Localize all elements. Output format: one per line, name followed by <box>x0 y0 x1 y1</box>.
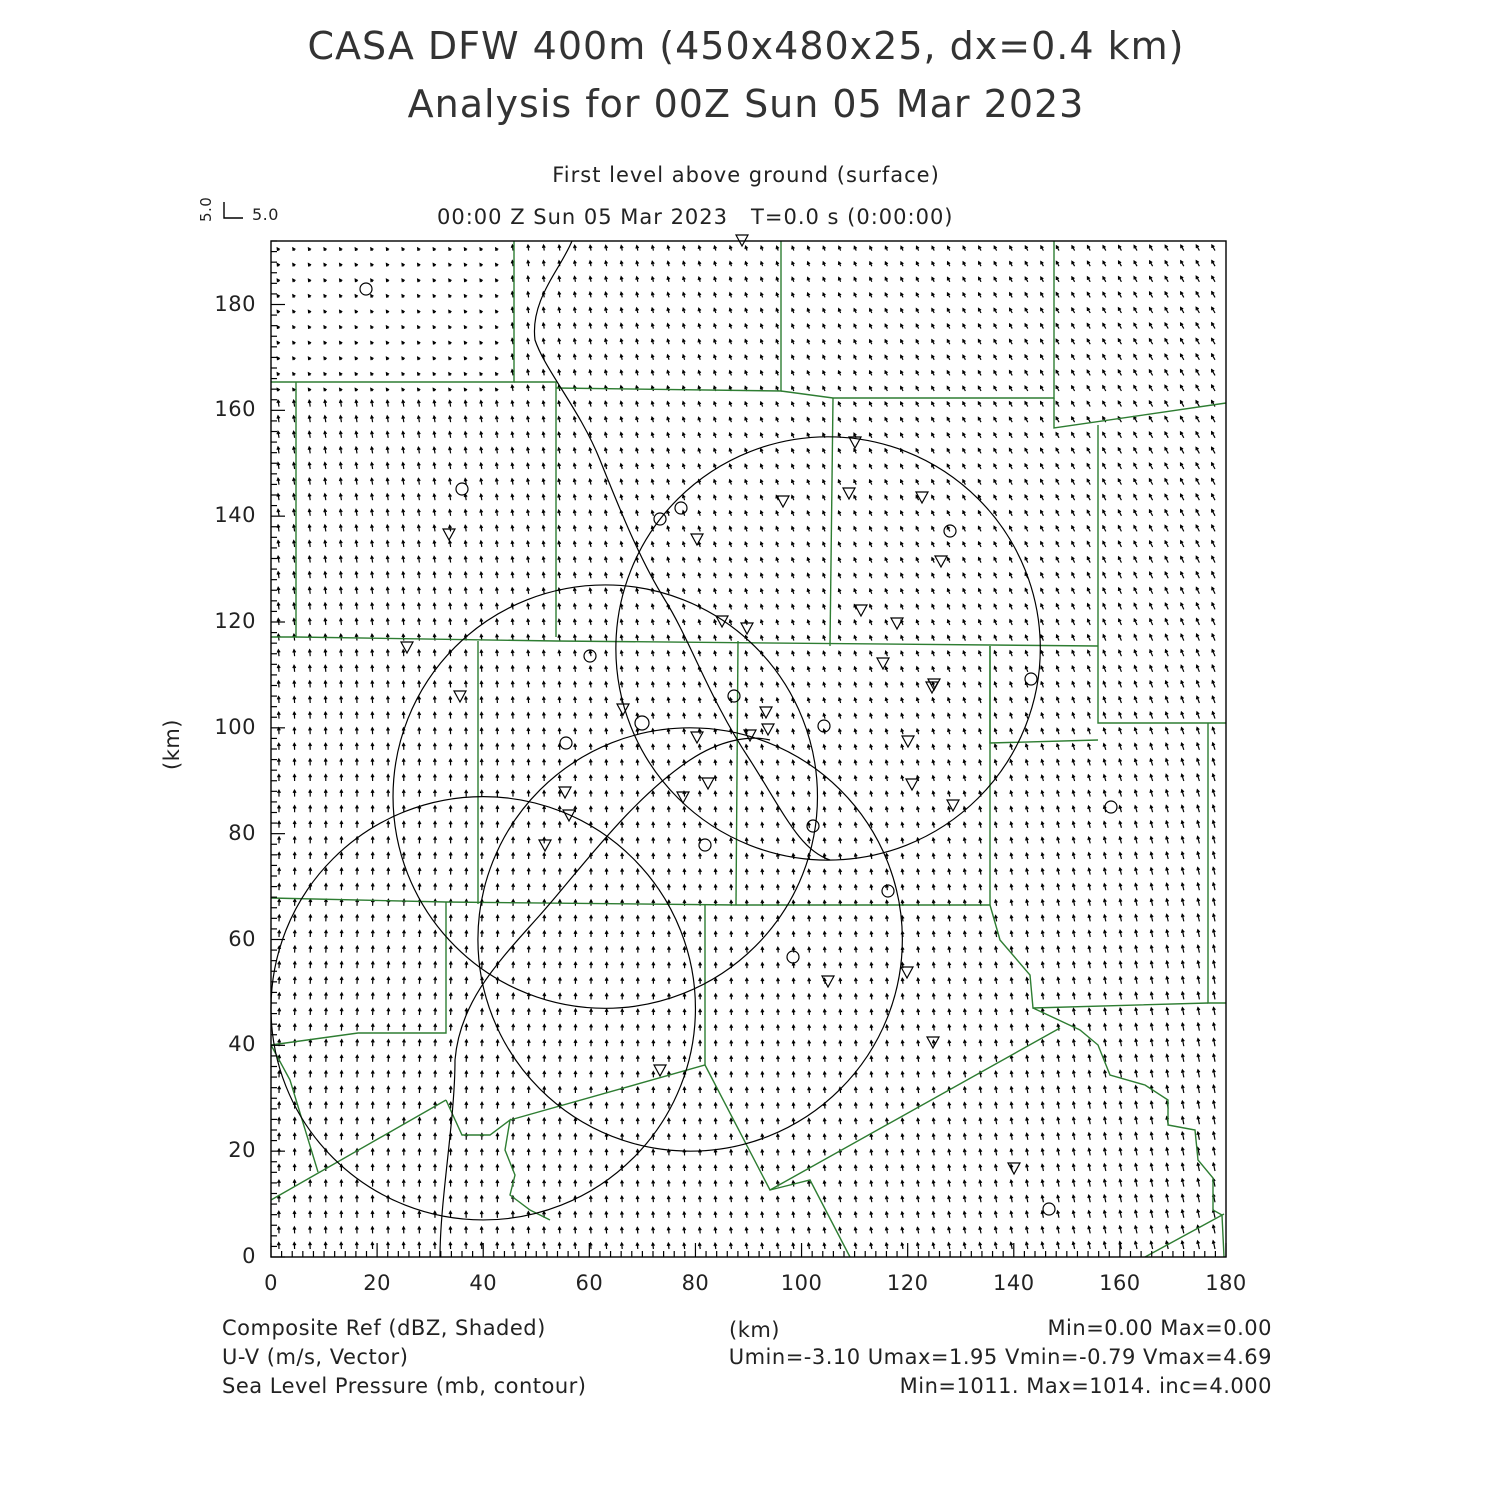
y-tick-label: 60 <box>228 926 256 951</box>
x-tick-label: 100 <box>780 1271 823 1295</box>
y-tick-label: 0 <box>242 1244 256 1268</box>
footer-right-2: Umin=-3.10 Umax=1.95 Vmin=-0.79 Vmax=4.69 <box>728 1345 1272 1369</box>
station-marker-triangle <box>822 976 834 987</box>
station-triangle-markers <box>401 235 1020 1174</box>
y-tick-label: 40 <box>228 1032 256 1057</box>
plot-frame <box>271 241 1226 1257</box>
radar-range-ring <box>478 728 902 1151</box>
radar-range-ring <box>271 797 695 1220</box>
footer-left-2: U-V (m/s, Vector) <box>222 1345 409 1369</box>
station-marker-triangle <box>654 1065 666 1076</box>
station-marker-triangle <box>563 810 575 821</box>
radar-range-ring <box>393 585 817 1008</box>
station-marker-circle <box>560 737 572 749</box>
x-tick-label: 40 <box>469 1271 498 1295</box>
axis-ticks <box>271 241 1226 1257</box>
county-boundaries <box>271 241 1226 1257</box>
footer-left-3: Sea Level Pressure (mb, contour) <box>222 1374 587 1398</box>
y-tick-label: 180 <box>214 291 256 316</box>
y-tick-label: 100 <box>214 714 256 739</box>
station-marker-circle <box>1043 1203 1055 1215</box>
station-marker-triangle <box>539 840 551 851</box>
vector-key-v-label: 5.0 <box>197 196 215 222</box>
y-tick-label: 120 <box>214 609 256 633</box>
station-marker-circle <box>787 951 799 963</box>
station-marker-circle <box>699 839 711 851</box>
y-tick-label: 160 <box>214 397 256 422</box>
x-tick-label: 80 <box>681 1271 710 1295</box>
footer-right-3: Min=1011. Max=1014. inc=4.000 <box>899 1374 1272 1398</box>
footer-left-1: Composite Ref (dBZ, Shaded) <box>222 1316 546 1340</box>
x-tick-label: 160 <box>1099 1271 1141 1295</box>
station-marker-triangle <box>454 691 466 702</box>
station-marker-triangle <box>702 778 714 789</box>
x-tick-label: 180 <box>1205 1271 1247 1295</box>
x-tick-label: 60 <box>575 1271 604 1295</box>
station-marker-triangle <box>855 605 867 616</box>
station-marker-circle <box>635 716 649 730</box>
y-tick-label: 20 <box>228 1138 256 1163</box>
station-marker-triangle <box>443 529 455 540</box>
station-marker-triangle <box>777 496 789 507</box>
y-tick-label: 80 <box>228 820 256 845</box>
station-marker-triangle <box>1008 1163 1020 1174</box>
station-marker-circle <box>1025 673 1037 685</box>
station-marker-triangle <box>762 724 774 735</box>
station-marker-triangle <box>902 736 914 747</box>
station-marker-triangle <box>906 779 918 790</box>
title-line-1: CASA DFW 400m (450x480x25, dx=0.4 km) <box>307 24 1185 68</box>
valid-time-label: 00:00 Z Sun 05 Mar 2023 T=0.0 s (0:00:00) <box>437 205 954 229</box>
station-marker-circle <box>360 283 372 295</box>
footer-right-1: Min=0.00 Max=0.00 <box>1047 1316 1272 1340</box>
station-marker-circle <box>1105 801 1117 813</box>
station-marker-triangle <box>691 534 703 545</box>
station-marker-triangle <box>843 488 855 499</box>
vector-key <box>224 202 243 218</box>
station-marker-triangle <box>877 658 889 669</box>
y-axis-label: (km) <box>160 718 184 770</box>
vector-key-u-label: 5.0 <box>252 205 279 224</box>
station-marker-circle <box>456 483 468 495</box>
x-tick-label: 120 <box>886 1271 929 1295</box>
y-tick-label: 140 <box>214 503 256 528</box>
station-marker-triangle <box>901 967 913 978</box>
x-tick-label: 140 <box>992 1271 1035 1295</box>
station-marker-circle <box>675 502 687 514</box>
station-marker-triangle <box>691 732 703 743</box>
station-marker-triangle <box>935 556 947 567</box>
radar-range-rings <box>271 437 1040 1220</box>
wind-vector-field <box>277 245 1215 1249</box>
level-label: First level above ground (surface) <box>552 163 940 187</box>
x-axis-label: (km) <box>729 1318 781 1342</box>
x-tick-label: 0 <box>264 1271 278 1295</box>
title-line-2: Analysis for 00Z Sun 05 Mar 2023 <box>407 82 1085 126</box>
station-marker-triangle <box>617 704 629 715</box>
x-tick-label: 20 <box>363 1271 391 1295</box>
